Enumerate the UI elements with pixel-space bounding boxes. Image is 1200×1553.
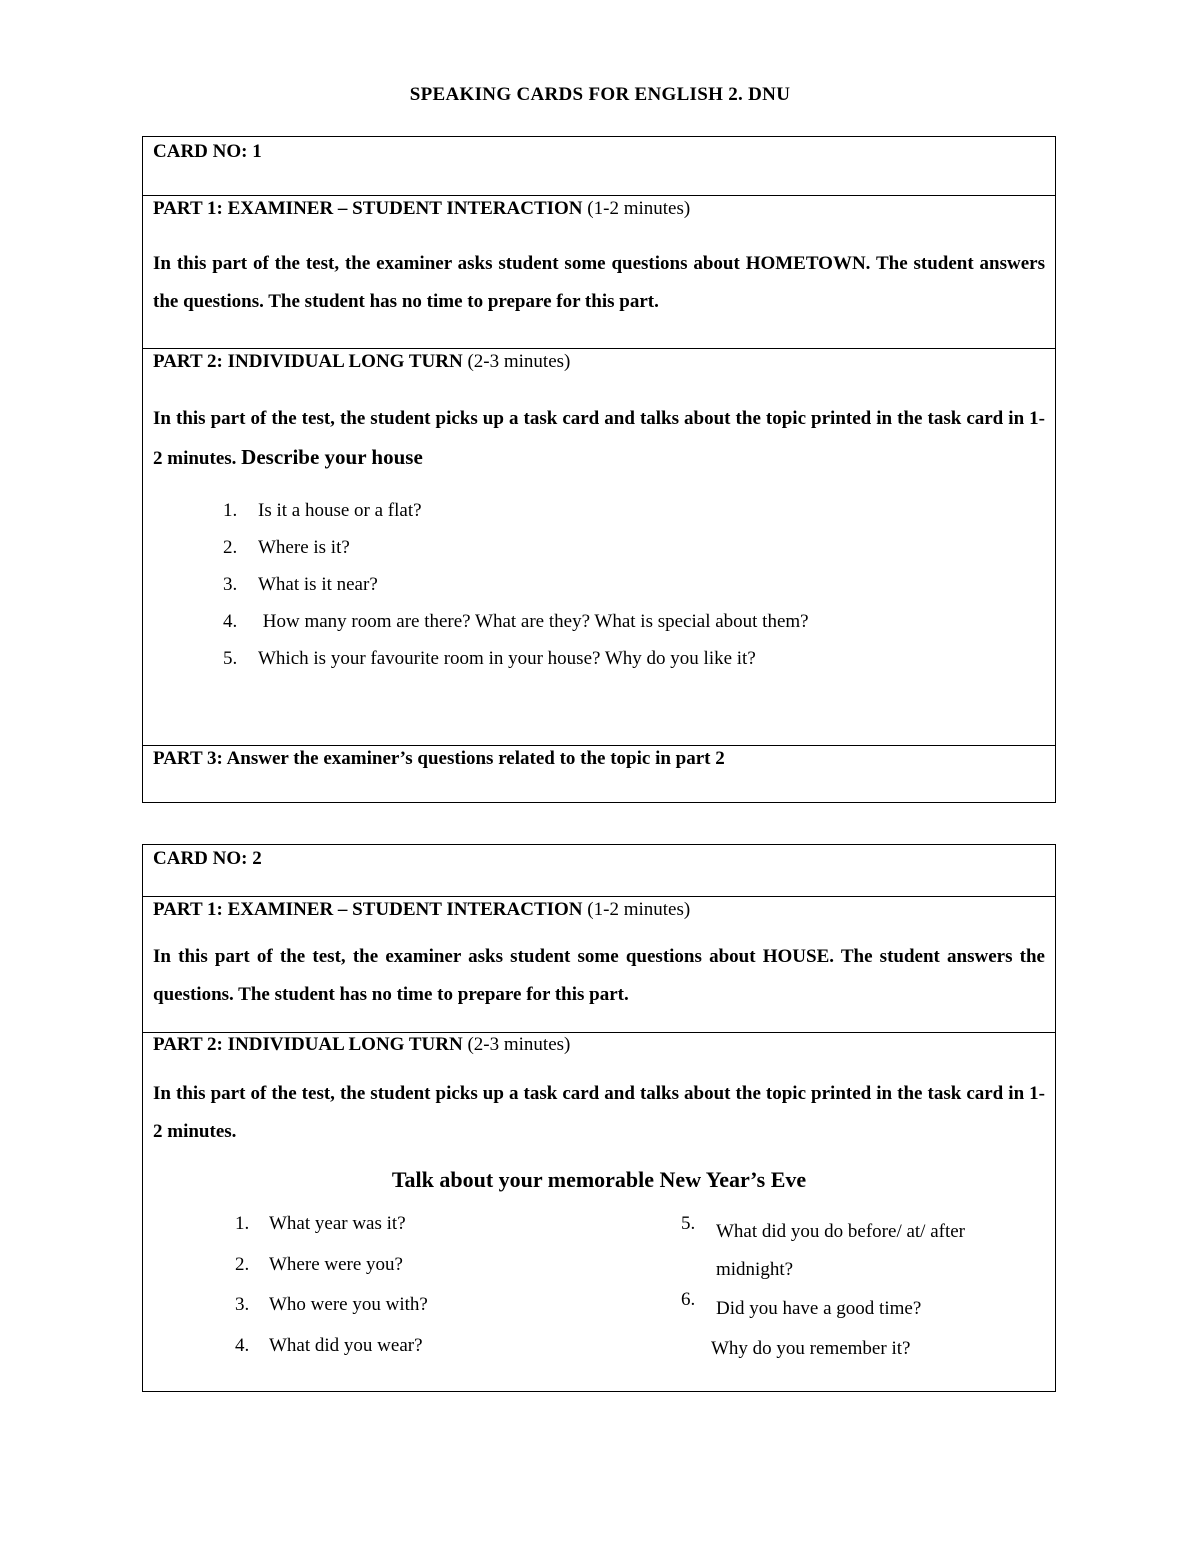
part1-heading: PART 1: EXAMINER – STUDENT INTERACTION (153, 198, 583, 219)
card-number-row (143, 845, 1055, 896)
speaking-card-1 (142, 136, 1056, 803)
list-item: 3. Who were you with? (235, 1294, 428, 1315)
question-list (223, 500, 1045, 685)
part1-instructions: In this part of the test, the examiner asks student some questions about HOUSE. The student answers the questions. The student has no time to prepare for this part. (153, 946, 1045, 1005)
part2-topic: Describe your house (241, 445, 423, 469)
list-item: 2. Where were you? (235, 1253, 403, 1275)
question-list-right (681, 1213, 965, 1365)
card-number: CARD NO: 2 (153, 848, 262, 869)
list-item: 6. Did you have a good time? Why do you remember it? (681, 1289, 922, 1359)
part2-instructions: In this part of the test, the student picks up a task card and talks about the topic printed in the task card in 1-2 minutes. (153, 1083, 1045, 1142)
part1-section (143, 896, 1055, 1032)
list-item: 3. What is it near? (223, 574, 378, 595)
question-columns (153, 1213, 1045, 1383)
part2-instructions (153, 400, 1045, 478)
speaking-card-2 (142, 844, 1056, 1392)
part2-heading: PART 2: INDIVIDUAL LONG TURN (153, 351, 463, 372)
part2-section (143, 348, 1055, 745)
part2-heading: PART 2: INDIVIDUAL LONG TURN (153, 1034, 463, 1055)
question-list-left (235, 1213, 428, 1375)
list-item: 5. Which is your favourite room in your house? Why do you like it? (223, 648, 756, 669)
page-title: SPEAKING CARDS FOR ENGLISH 2. DNU (409, 84, 791, 105)
part2-duration: (2-3 minutes) (467, 1034, 571, 1055)
part1-heading: PART 1: EXAMINER – STUDENT INTERACTION (153, 899, 583, 920)
part1-duration: (1-2 minutes) (587, 198, 691, 219)
list-item: 2. Where is it? (223, 537, 350, 558)
part2-duration: (2-3 minutes) (467, 351, 571, 372)
list-item: 4. What did you wear? (235, 1334, 423, 1356)
part2-topic: Talk about your memorable New Year’s Eve (391, 1167, 807, 1192)
part2-instruction-text: In this part of the test, the student picks up a task card and talks about the topic printed in the task card in 1-2 minutes. (153, 408, 1045, 469)
card-number-row (143, 137, 1055, 195)
card-number: CARD NO: 1 (153, 141, 262, 162)
part2-section (143, 1032, 1055, 1390)
part3-section (143, 745, 1055, 803)
part1-section (143, 195, 1055, 348)
list-item: 4. How many room are there? What are they? What is special about them? (223, 611, 809, 632)
part1-duration: (1-2 minutes) (587, 899, 691, 920)
part3-text: PART 3: Answer the examiner’s questions related to the topic in part 2 (153, 748, 725, 769)
list-item: 5. What did you do before/ at/ after midnight? (681, 1213, 966, 1280)
part1-instructions: In this part of the test, the examiner asks student some questions about HOMETOWN. The student answers the questions. The student has no time to prepare for this part. (153, 253, 1045, 312)
list-item: 1. Is it a house or a flat? (223, 500, 422, 521)
list-item: 1. What year was it? (235, 1213, 406, 1234)
